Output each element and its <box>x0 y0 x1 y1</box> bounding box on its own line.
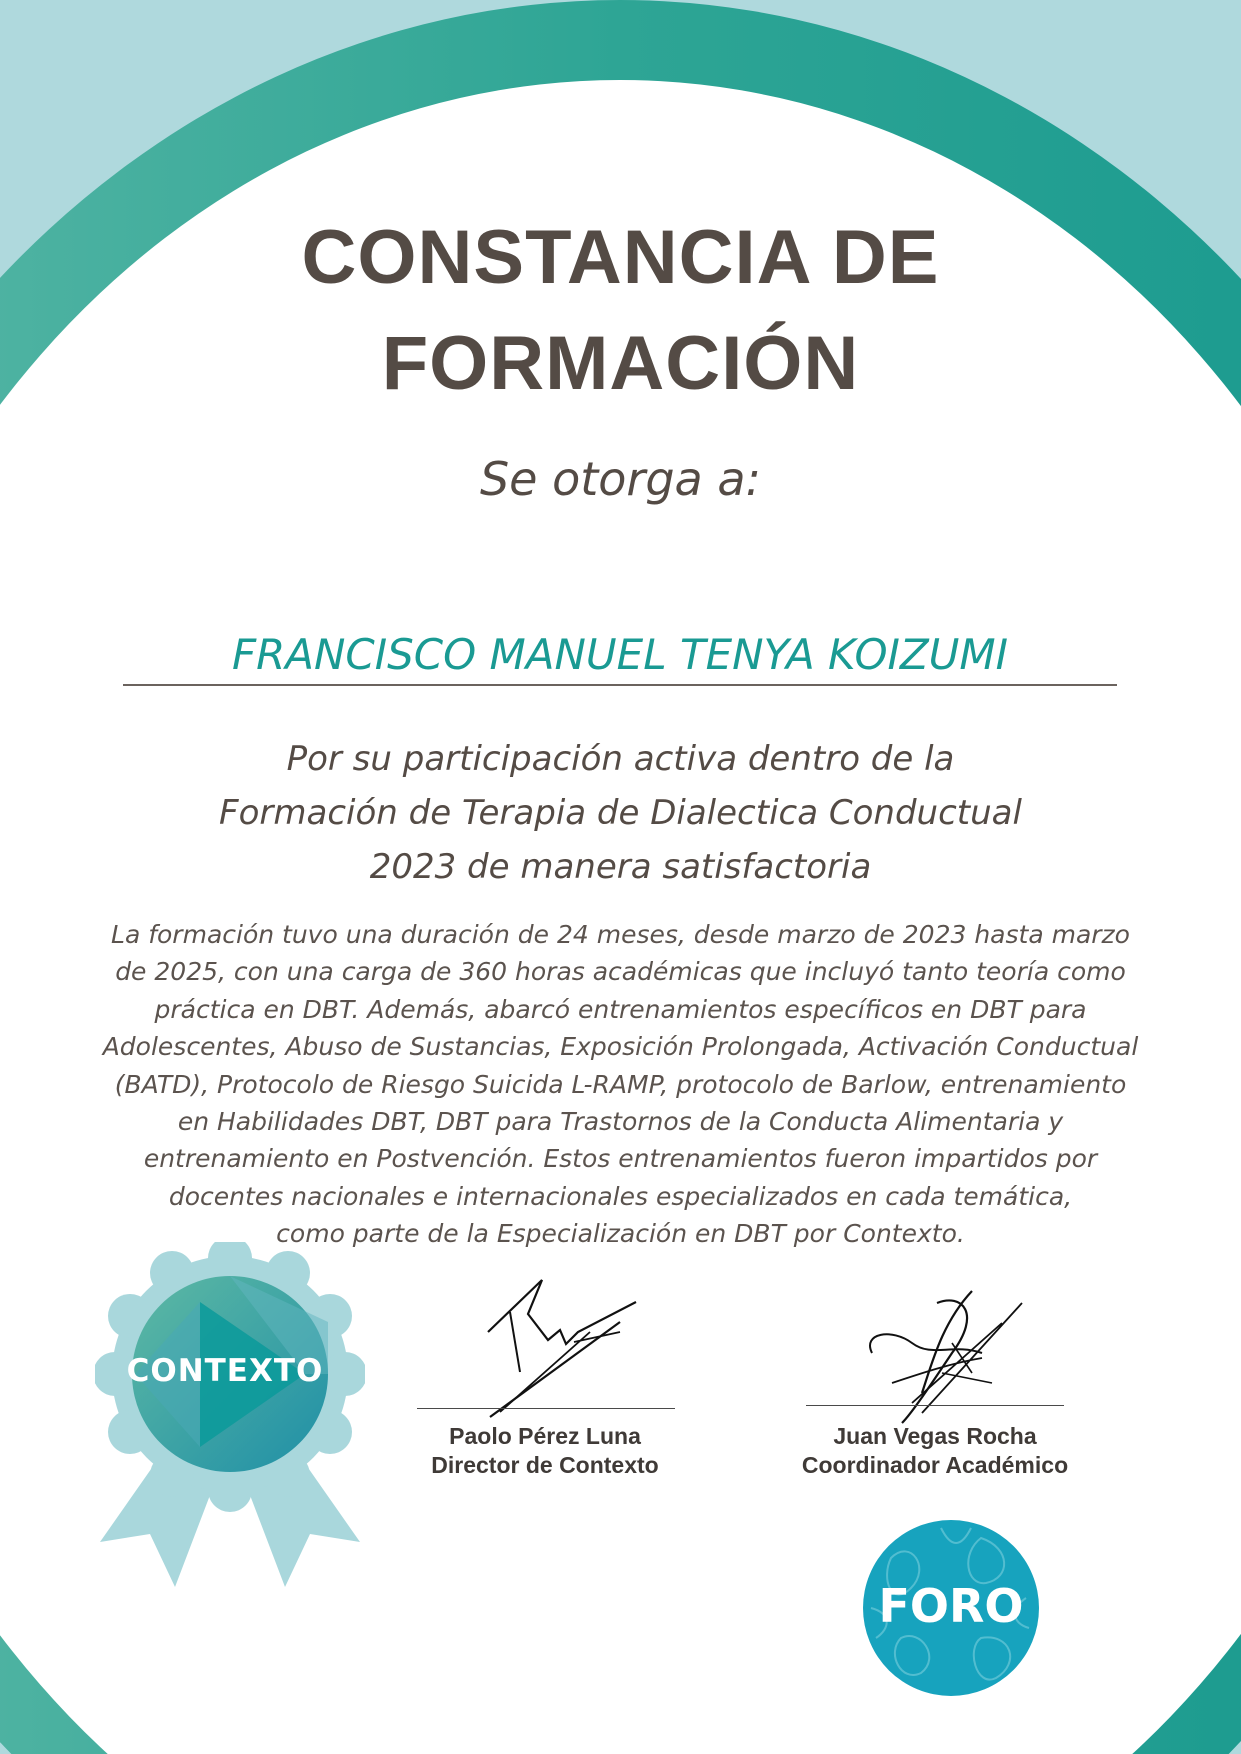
signer-1-role: Director de Contexto <box>431 1452 659 1478</box>
title-line-1: CONSTANCIA DE <box>301 215 940 300</box>
recipient-name: FRANCISCO MANUEL TENYA KOIZUMI <box>231 630 1009 679</box>
rosette-badge-icon <box>95 1242 365 1592</box>
body-line: Adolescentes, Abuso de Sustancias, Exposición Prolongada, Activación Conductual <box>102 1032 1139 1062</box>
signer-2-name: Juan Vegas Rocha <box>833 1423 1037 1449</box>
recipient-underline <box>123 684 1117 686</box>
contexto-badge-label: CONTEXTO <box>126 1353 324 1389</box>
body-line: como parte de la Especialización en DBT por Contexto. <box>276 1219 965 1249</box>
body-line: entrenamiento en Postvención. Estos entrenamientos fueron impartidos por <box>143 1144 1098 1174</box>
foro-logo-label: FORO <box>878 1579 1024 1633</box>
body-line: docentes nacionales e internacionales especializados en cada temática, <box>168 1181 1073 1211</box>
awarded-to-label: Se otorga a: <box>479 452 762 506</box>
lead-line: Por su participación activa dentro de la <box>286 739 955 779</box>
body-line: práctica en DBT. Además, abarcó entrenamientos específicos en DBT para <box>154 994 1087 1024</box>
body-line: (BATD), Protocolo de Riesgo Suicida L-RAMP, protocolo de Barlow, entrenamiento <box>114 1069 1127 1099</box>
signer-1-name: Paolo Pérez Luna <box>449 1423 641 1449</box>
participation-statement <box>80 732 1161 894</box>
signature-1-line <box>417 1408 675 1409</box>
signature-1-handwriting <box>470 1272 640 1422</box>
lead-line: 2023 de manera satisfactoria <box>369 847 872 887</box>
certificate-title <box>0 205 1241 417</box>
title-line-2: FORMACIÓN <box>381 321 860 406</box>
signature-2-line <box>806 1405 1064 1406</box>
training-description <box>40 916 1201 1253</box>
signer-2-role: Coordinador Académico <box>801 1452 1069 1478</box>
body-line: La formación tuvo una duración de 24 meses, desde marzo de 2023 hasta marzo <box>111 920 1130 949</box>
lead-line: Formación de Terapia de Dialectica Conductual <box>219 793 1022 833</box>
signature-2-handwriting <box>862 1283 1042 1433</box>
body-line: en Habilidades DBT, DBT para Trastornos de la Conducta Alimentaria y <box>177 1107 1064 1137</box>
body-line: de 2025, con una carga de 360 horas académicas que incluyó tanto teoría como <box>115 957 1126 987</box>
